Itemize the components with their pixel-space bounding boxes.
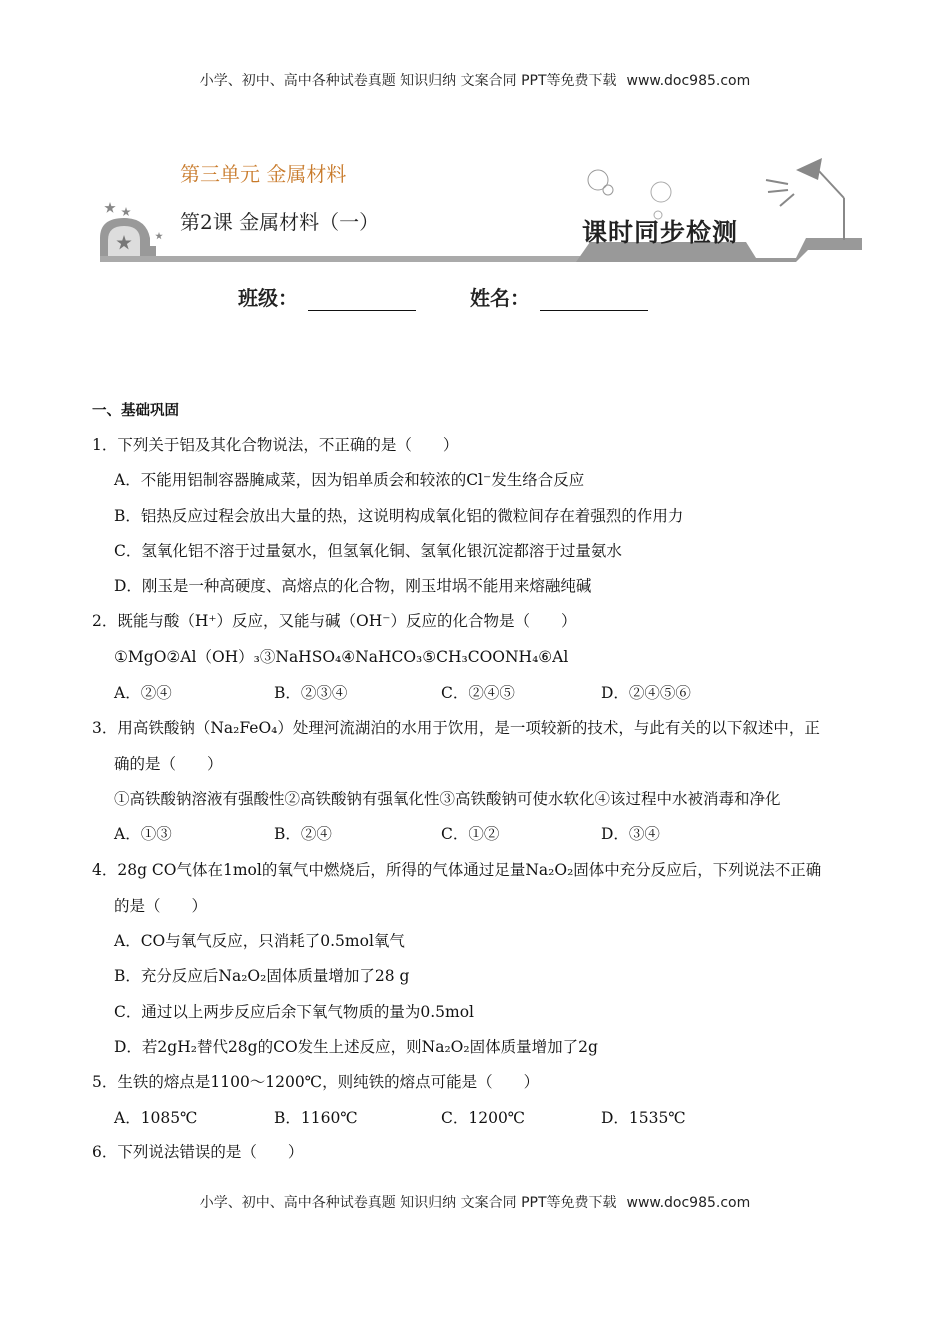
lamp-icon [766,158,844,240]
question-3-option-a: A．①③ [114,825,172,843]
question-2-option-c: C．②④⑤ [441,684,515,702]
watermark-bottom [0,1192,950,1212]
question-4-stem: 4．28g CO气体在1mol的氧气中燃烧后，所得的气体通过足量Na₂O₂固体中充分反应后，下列说法不正确 [92,861,822,879]
watermark-text: 小学、初中、高中各种试卷真题 知识归纳 文案合同 PPT等免费下载 [199,1195,617,1211]
star-icon [121,207,131,216]
question-1-option-a: A．不能用铝制容器腌咸菜，因为铝单质会和较浓的Cl⁻发生络合反应 [114,471,585,489]
question-1-stem: 1．下列关于铝及其化合物说法，不正确的是（ ） [92,436,459,454]
name-field[interactable] [470,282,648,311]
watermark-url: www.doc985.com [626,73,751,89]
question-3-option-b: B．②④ [274,825,332,843]
question-5-stem: 5．生铁的熔点是1100～1200℃，则纯铁的熔点可能是（ ） [92,1073,540,1091]
star-icon [155,232,163,239]
watermark-text: 小学、初中、高中各种试卷真题 知识归纳 文案合同 PPT等免费下载 [199,73,617,89]
question-2-list: ①MgO②Al（OH）₃③NaHSO₄④NaHCO₃⑤CH₃COONH₄⑥Al [114,648,569,666]
question-4-option-c: C．通过以上两步反应后余下氧气物质的量为0.5mol [114,1003,474,1021]
question-4-stem-cont: 的是（ ） [114,897,208,915]
question-3-stem: 3．用高铁酸钠（Na₂FeO₄）处理河流湖泊的水用于饮用，是一项较新的技术，与此有关的以下叙述中，正 [92,719,820,737]
section-heading: 一、基础巩固 [92,403,179,419]
question-3-stem-cont: 确的是（ ） [114,755,223,773]
unit-title: 第三单元 金属材料 [180,162,347,186]
banner-title: 课时同步检测 [582,218,739,247]
question-5-option-a: A．1085℃ [114,1109,198,1127]
question-2-stem: 2．既能与酸（H⁺）反应，又能与碱（OH⁻）反应的化合物是（ ） [92,612,577,630]
question-2-option-b: B．②③④ [274,684,348,702]
question-4-option-d: D．若2gH₂替代28g的CO发生上述反应，则Na₂O₂固体质量增加了2g [114,1038,598,1056]
question-6-stem: 6．下列说法错误的是（ ） [92,1143,304,1161]
question-5-option-d: D．1535℃ [601,1109,686,1127]
question-1-option-d: D．刚玉是一种高硬度、高熔点的化合物，刚玉坩埚不能用来熔融纯碱 [114,577,592,595]
question-4-option-a: A．CO与氧气反应，只消耗了0.5mol氧气 [114,932,405,950]
lesson-title: 第2课 金属材料（一） [180,210,380,234]
class-field[interactable] [238,282,416,311]
question-3-option-d: D．③④ [601,825,660,843]
question-4-option-b: B．充分反应后Na₂O₂固体质量增加了28 g [114,967,410,985]
question-1-option-b: B．铝热反应过程会放出大量的热，这说明构成氧化铝的微粒间存在着强烈的作用力 [114,507,684,525]
question-1-option-c: C．氢氧化铝不溶于过量氨水，但氢氧化铜、氢氧化银沉淀都溶于过量氨水 [114,542,622,560]
watermark-url: www.doc985.com [626,1195,751,1211]
question-3-list: ①高铁酸钠溶液有强酸性②高铁酸钠有强氧化性③高铁酸钠可使水软化④该过程中水被消毒和净化 [114,790,781,808]
question-2-option-d: D．②④⑤⑥ [601,684,691,702]
question-3-option-c: C．①② [441,825,500,843]
question-2-option-a: A．②④ [114,684,172,702]
star-icon [104,202,115,213]
question-5-option-c: C．1200℃ [441,1109,526,1127]
watermark-top [0,70,950,90]
class-blank[interactable] [308,292,416,311]
name-blank[interactable] [540,292,648,311]
question-5-option-b: B．1160℃ [274,1109,358,1127]
name-label: 姓名： [470,286,530,310]
class-label: 班级： [238,286,298,310]
